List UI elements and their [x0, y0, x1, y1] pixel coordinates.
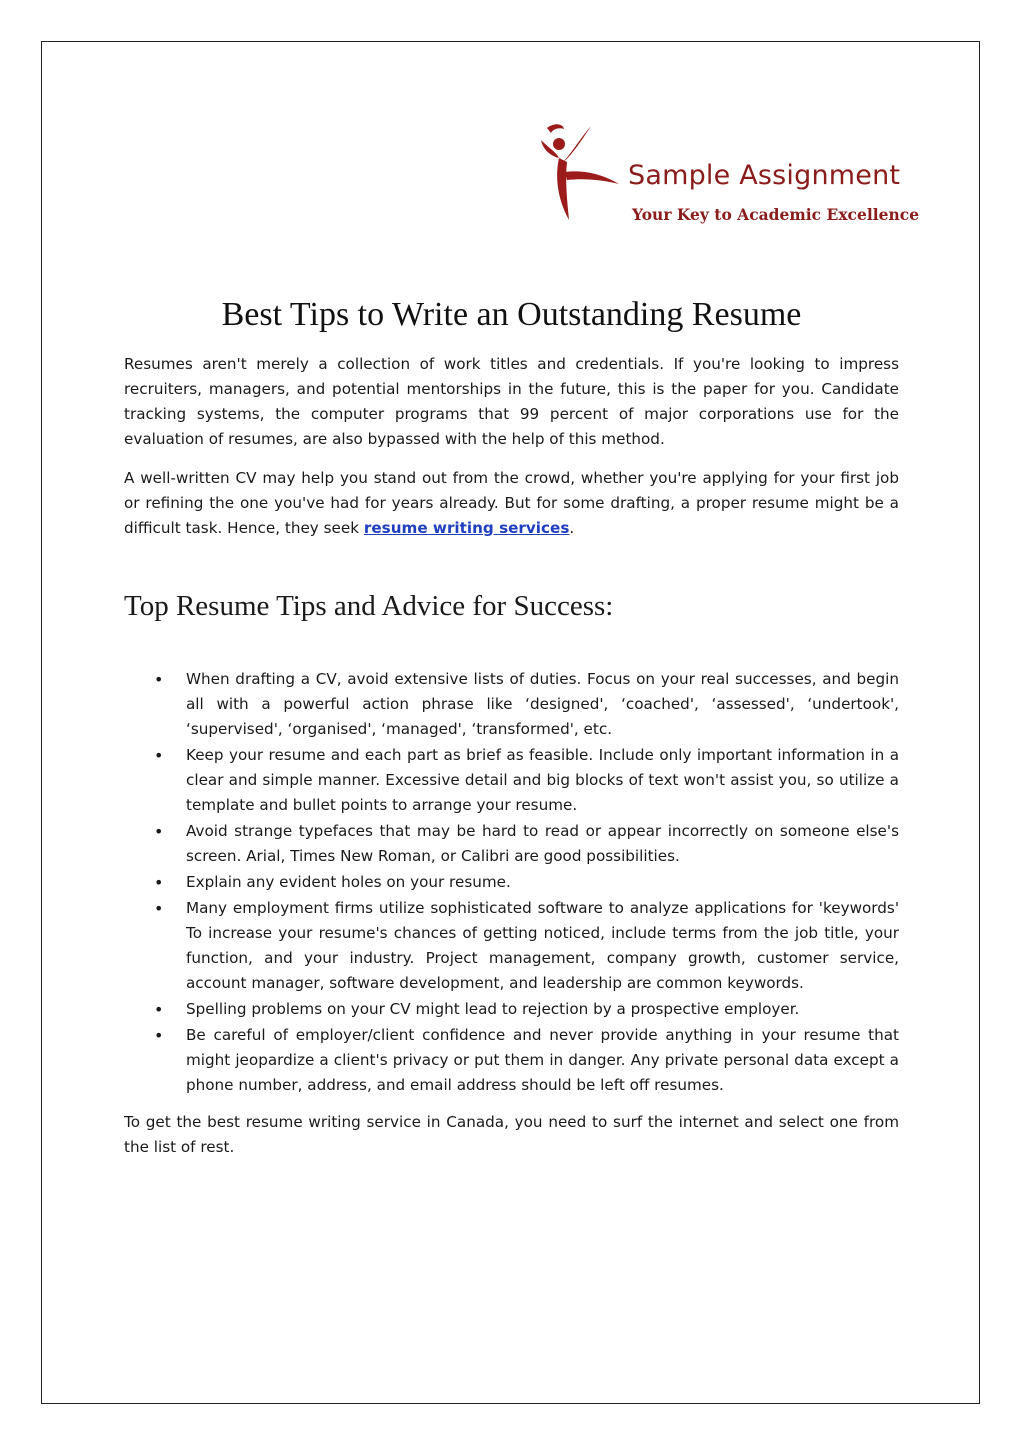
list-item — [124, 896, 899, 996]
tip-text: Avoid strange typefaces that may be hard to read or appear incorrectly on someone else's screen. Arial, Times New Roman, or Calibri are good possibilities. — [186, 822, 899, 865]
bullet-icon: • — [154, 746, 164, 765]
tip-text: When drafting a CV, avoid extensive lists of duties. Focus on your real successes, and begin all with a powerful action phrase like ‘designed', ‘coached', ‘assessed', ‘undertook', ‘supervised', ‘organised', ‘managed', ‘transformed', etc. — [186, 670, 899, 738]
list-item — [124, 819, 899, 869]
tip-text: Spelling problems on your CV might lead to rejection by a prospective employer. — [186, 1000, 800, 1018]
tip-text: Many employment firms utilize sophisticated software to analyze applications for 'keywords' To increase your resume's chances of getting noticed, include terms from the job title, your function, and your industry. Project management, company growth, customer service, account manager, software development, and leadership are common keywords. — [186, 899, 899, 992]
tip-text: Be careful of employer/client confidence and never provide anything in your resume that might jeopardize a client's privacy or put them in danger. Any private personal data except a phone number, address, and email address should be left off resumes. — [186, 1026, 899, 1094]
intro-paragraph-1: Resumes aren't merely a collection of work titles and credentials. If you're looking to impress recruiters, managers, and potential mentorships in the future, this is the paper for you. Candidate tracking systems, the computer programs that 99 percent of major corporations use for the evaluation of resumes, are also bypassed with the help of this method. — [124, 355, 899, 448]
closing-section — [124, 1110, 899, 1160]
intro-paragraph-2 — [124, 466, 899, 541]
intro-paragraph-2-text: A well-written CV may help you stand out from the crowd, whether you're applying for your first job or refining the one you've had for years already. But for some drafting, a proper resume might be a difficult task. Hence, they seek — [124, 469, 899, 537]
bullet-icon: • — [154, 873, 164, 892]
resume-writing-services-link[interactable]: resume writing services — [363, 519, 570, 537]
list-item — [124, 667, 899, 742]
bullet-icon: • — [154, 1000, 164, 1019]
tip-text: Keep your resume and each part as brief as feasible. Include only important information in a clear and simple manner. Excessive detail and big blocks of text won't assist you, so utilize a template and bullet points to arrange your resume. — [186, 746, 899, 814]
intro-paragraph-2-end: . — [569, 519, 575, 537]
logo-name: Sample Assignment — [628, 160, 901, 191]
bullet-icon: • — [154, 822, 164, 841]
bullet-icon: • — [154, 1026, 164, 1045]
logo-tagline: Your Key to Academic Excellence — [632, 205, 920, 224]
section-heading: Top Resume Tips and Advice for Success: — [124, 590, 614, 622]
dancer-logo-icon — [533, 120, 628, 225]
tip-text: Explain any evident holes on your resume. — [186, 873, 511, 891]
tips-list — [124, 667, 899, 1099]
bullet-icon: • — [154, 670, 164, 689]
list-item — [124, 870, 899, 895]
brand-logo — [533, 120, 920, 230]
page-title: Best Tips to Write an Outstanding Resume — [221, 296, 802, 333]
intro-section — [124, 352, 899, 541]
list-item — [124, 1023, 899, 1098]
list-item — [124, 743, 899, 818]
closing-paragraph: To get the best resume writing service in Canada, you need to surf the internet and select one from the list of rest. — [124, 1113, 899, 1156]
bullet-icon: • — [154, 899, 164, 918]
list-item — [124, 997, 899, 1022]
